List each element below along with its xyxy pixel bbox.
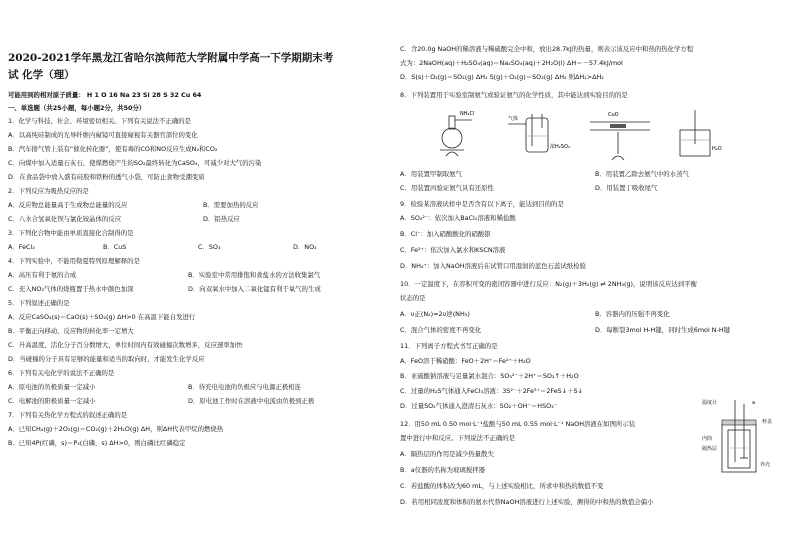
atomic-masses: 可能用到的相对原子质量： H 1 O 16 Na 23 Si 28 S 32 Cu 64 bbox=[8, 91, 202, 99]
question-6-option-a: A．原电池的负极质量一定减小 bbox=[8, 383, 96, 391]
question-7-option-b: B．已知4P(红磷，s)＝P₄(白磷，s) ΔH>0，则白磷比红磷稳定 bbox=[8, 439, 186, 447]
question-6-option-b: B．待充电电池的负极应与电源正极相连 bbox=[188, 383, 302, 391]
question-9-option-a: A．SO₄²⁻：依次加入BaCl₂溶液和稀盐酸 bbox=[400, 214, 516, 222]
question-11-option-c: C．过量的H₂S气体通入FeCl₃溶液：3S²⁻＋2Fe³⁺＝2FeS↓＋S↓ bbox=[400, 387, 583, 395]
question-5-option-d: D．当碰撞的分子具有足够的能量和适当的取向时，才能发生化学反应 bbox=[8, 355, 205, 363]
question-12-stem: 12．用50 mL 0.50 mol·L⁻¹盐酸与50 mL 0.55 mol·L⁻¹ NaOH溶液在如图所示装 bbox=[400, 420, 636, 428]
apparatus-text-h2o: H₂O bbox=[712, 146, 722, 152]
question-11-option-a: A．FeO溶于稀硝酸：FeO＋2H⁺＝Fe²⁺＋H₂O bbox=[400, 357, 531, 365]
apparatus-yi bbox=[508, 114, 570, 152]
question-1-option-c: C．向煤中加入适量石灰石，使煤燃烧产生的SO₂最终转化为CaSO₄，可减少对大气的污染 bbox=[8, 159, 262, 167]
question-8-stem: 8．下列装置用于实验室制氨气或验证氨气的化学性质，其中能达到实验目的的是 bbox=[400, 91, 628, 99]
question-8-option-a: A．用装置甲制取氨气 bbox=[400, 170, 462, 178]
question-1-option-b: B．汽车排气管上装有“催化转化器”，使有毒的CO和NO反应生成N₂和CO₂ bbox=[8, 145, 218, 153]
question-8-option-d: D．用装置丁吸收尾气 bbox=[595, 184, 658, 192]
question-3-option-a: A．FeCl₂ bbox=[8, 243, 35, 251]
ammonia-apparatus-figure bbox=[430, 104, 730, 164]
question-7-option-a: A．已知CH₄(g)＋2O₂(g)＝CO₂(g)＋2H₂O(g) ΔH，则ΔH代表甲烷的燃烧热 bbox=[8, 425, 224, 433]
calorimeter-label-lid: 杯盖 bbox=[762, 419, 773, 425]
question-3-stem: 3．下列化合物中能由单质直接化合制得的是 bbox=[8, 229, 134, 237]
question-10-option-c: C．混合气体的密度不再变化 bbox=[400, 326, 482, 334]
question-11-option-d: D．过量SO₂气体通入澄清石灰水：SO₂＋OH⁻＝HSO₃⁻ bbox=[400, 402, 558, 410]
apparatus-text-h2so4: 浓H₂SO₄ bbox=[550, 144, 570, 150]
question-10-option-d: D．每断裂3mol H-H键，同时生成6mol N-H键 bbox=[595, 326, 731, 334]
question-8-option-c: C．用装置丙验证氨气具有还原性 bbox=[400, 184, 494, 192]
calorimeter-label-a: a bbox=[752, 400, 756, 406]
question-6-option-c: C．电解池的阳极质量一定减小 bbox=[8, 397, 96, 405]
question-11-option-b: B．亚硫酸钠溶液与足量氯水混合：SO₃²⁻＋2H⁺＝SO₂↑＋H₂O bbox=[400, 372, 579, 380]
apparatus-text-nh4cl: NH₄Cl bbox=[460, 111, 475, 117]
question-5-option-b: B．平衡正向移动，反应物的转化率一定增大 bbox=[8, 327, 134, 335]
calorimeter-figure bbox=[700, 396, 786, 478]
apparatus-text-cuo: CuO bbox=[608, 112, 619, 118]
question-7-option-c: C．含20.0g NaOH的稀溶液与稀硫酸完全中和，放出28.7kJ的热量，则表示该反应中和热的热化学方程 bbox=[400, 45, 694, 53]
question-9-option-b: B．Cl⁻：加入硝酸酸化的硝酸银 bbox=[400, 230, 491, 238]
calorimeter-label-thermometer: 温度计 bbox=[702, 400, 718, 406]
question-1-option-a: A．以高纯硅制成的光导纤维内窥镜可直接窥视有关器官部位的变化 bbox=[8, 131, 198, 139]
question-6-stem: 6．下列有关电化学的说法不正确的是 bbox=[8, 369, 115, 377]
question-3-option-b: B．CuS bbox=[103, 243, 127, 251]
question-2-option-c: C．八水合氢氧化钡与氯化铵晶体的反应 bbox=[8, 215, 122, 223]
question-9-option-c: C．Fe²⁺：依次加入氯水和KSCN溶液 bbox=[400, 246, 506, 254]
apparatus-text-gas: 气体 bbox=[508, 116, 519, 122]
question-1-option-d: D．在食品袋中放入盛有硅胶和铁粉的透气小袋，可防止食物受潮变质 bbox=[8, 173, 205, 181]
question-2-option-b: B．需要加热的反应 bbox=[203, 201, 259, 209]
exam-title-line2: 试 化学（理） bbox=[8, 69, 75, 81]
question-10-option-a: A．υ正(N₂)=2υ逆(NH₃) bbox=[400, 310, 470, 318]
calorimeter-label-insulation: 隔热层 bbox=[702, 446, 718, 452]
question-4-option-d: D．向双氧水中加入二氧化锰有利于氧气的生成 bbox=[188, 285, 321, 293]
question-1-stem: 1．化学与科技、社会、环境密切相关。下列有关说法不正确的是 bbox=[8, 117, 192, 125]
calorimeter-label-shell: 外壳 bbox=[760, 462, 771, 468]
question-12-stem-cont: 置中进行中和反应。下列说法不正确的是 bbox=[400, 434, 516, 442]
question-12-option-d: D．若用相同浓度和体积的氨水代替NaOH溶液进行上述实验，测得的中和热的数值会偏小 bbox=[400, 498, 654, 506]
question-4-stem: 4．下列实验中，不能用勒夏特列原理解释的是 bbox=[8, 257, 140, 265]
apparatus-jia bbox=[440, 111, 474, 156]
question-12-option-c: C．若盐酸的体积改为60 mL，与上述实验相比，所求中和热的数值不变 bbox=[400, 482, 604, 490]
question-9-stem: 9．检验某溶液试样中是否含有以下离子，能达到目的的是 bbox=[400, 200, 564, 208]
question-4-option-a: A．高压有利于氨的合成 bbox=[8, 271, 77, 279]
question-10-stem-cont: 状态的是 bbox=[400, 294, 426, 302]
question-2-option-a: A．反应物总能量高于生成物总能量的反应 bbox=[8, 201, 128, 209]
question-2-option-d: D．铝热反应 bbox=[203, 215, 240, 223]
question-4-option-c: C．充入NO₂气体的烧瓶置于热水中颜色加深 bbox=[8, 285, 134, 293]
section-heading: 一、单选题（共25小题，每小题2分，共50分） bbox=[8, 104, 146, 112]
question-5-option-a: A．反应CaSO₄(s)＝CaO(s)＋SO₂(g) ΔH>0 在高温下能自发进行 bbox=[8, 313, 196, 321]
question-4-option-b: B．实验室中常用排饱和食盐水的方法收集氯气 bbox=[188, 271, 321, 279]
question-12-option-a: A．隔热层的作用是减少热量散失 bbox=[400, 450, 494, 458]
question-8-option-b: B．用装置乙除去氨气中的水蒸气 bbox=[595, 170, 689, 178]
question-12-option-b: B．a仪器的名称为玻璃搅拌器 bbox=[400, 466, 485, 474]
calorimeter-label-inner: 内筒 bbox=[702, 436, 713, 442]
question-7-option-d: D．S(s)＋O₂(g)＝SO₂(g) ΔH₁ S(g)＋O₂(g)＝SO₂(g) ΔH₂ 则ΔH₁>ΔH₂ bbox=[400, 73, 604, 81]
question-2-stem: 2．下列反应为吸热反应的是 bbox=[8, 187, 89, 195]
question-3-option-c: C．SO₃ bbox=[198, 243, 221, 251]
exam-title-line1: 2020-2021学年黑龙江省哈尔滨师范大学附属中学高一下学期期末考 bbox=[8, 52, 334, 64]
apparatus-ding bbox=[680, 110, 722, 156]
question-11-stem: 11．下列离子方程式书写正确的是 bbox=[400, 342, 498, 350]
question-6-option-d: D．原电池工作时在溶液中电流由负极到正极 bbox=[188, 397, 315, 405]
apparatus-bing bbox=[590, 112, 650, 160]
question-9-option-d: D．NH₄⁺：加入NaOH溶液后在试管口用湿润的蓝色石蕊试纸检验 bbox=[400, 262, 586, 270]
question-7-stem: 7．下列有关热化学方程式的叙述正确的是 bbox=[8, 411, 128, 419]
question-10-option-b: B．容器内的压强不再变化 bbox=[595, 310, 670, 318]
question-10-stem: 10．一定温度下，在容积可变的密闭容器中进行反应：N₂(g)＋3H₂(g) ⇌ 2NH₃(g)，说明该反应达到平衡 bbox=[400, 280, 697, 288]
question-5-stem: 5．下列叙述正确的是 bbox=[8, 299, 70, 307]
question-5-option-c: C．升高温度，活化分子百分数增大，单位时间内有效碰撞次数增多，反应速率加快 bbox=[8, 341, 243, 349]
question-3-option-d: D．NO₂ bbox=[293, 243, 317, 251]
question-7-option-c-equation: 式为：2NaOH(aq)＋H₂SO₄(aq)＝Na₂SO₄(aq)＋2H₂O(l) ΔH＝－57.4kJ/mol bbox=[400, 59, 623, 67]
